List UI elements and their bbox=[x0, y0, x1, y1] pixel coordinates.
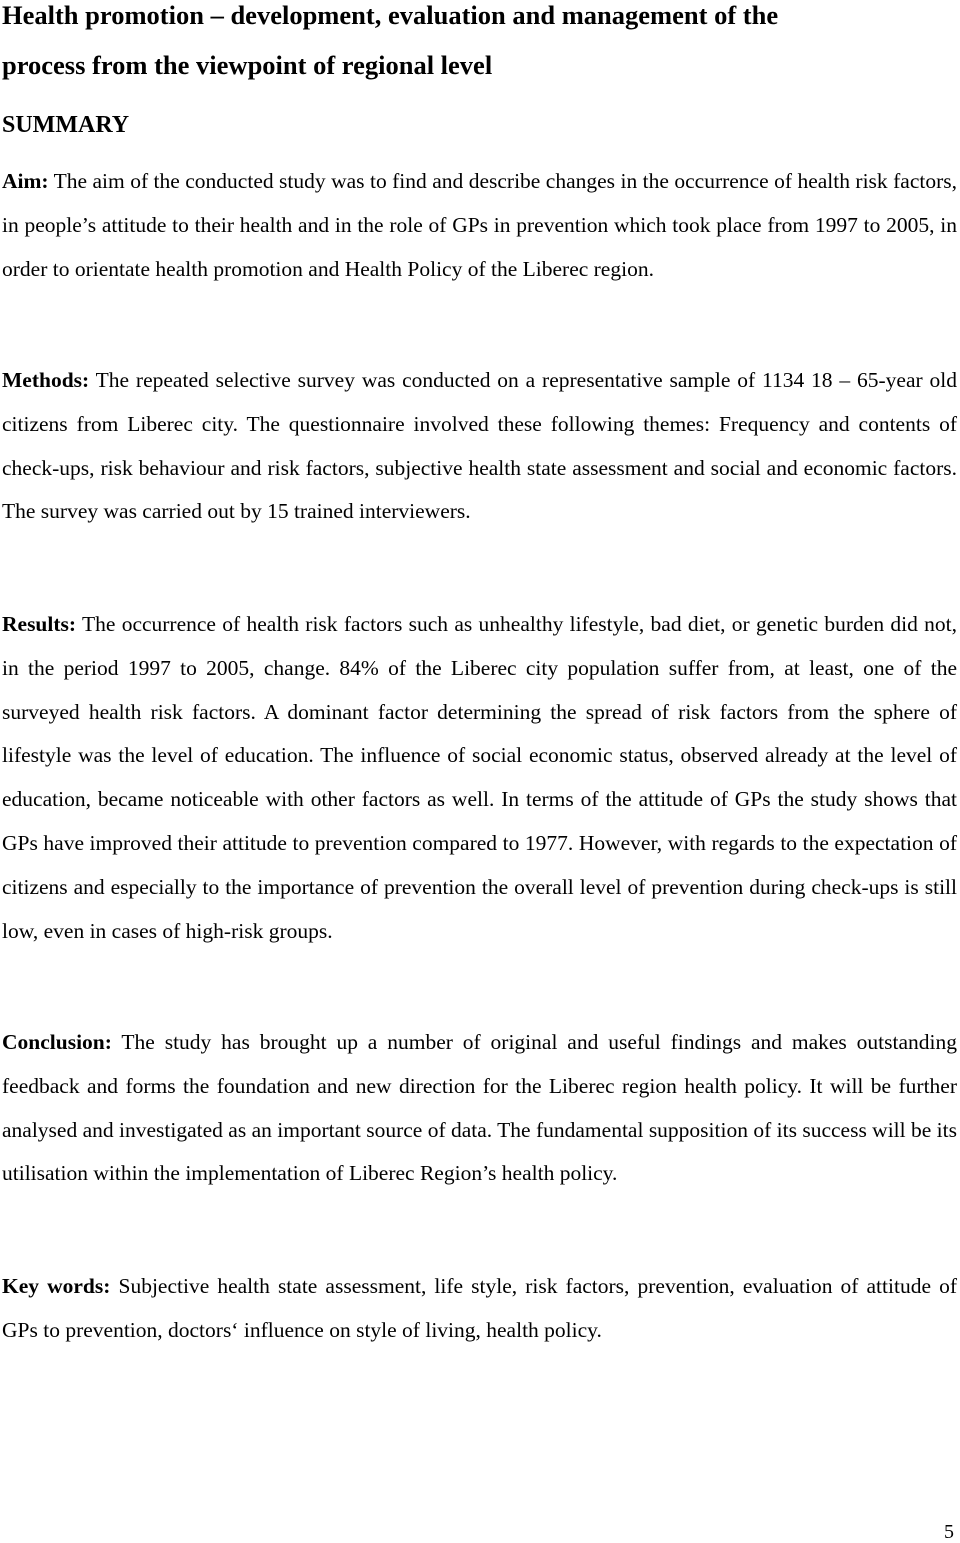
aim-paragraph bbox=[2, 160, 957, 291]
keywords-paragraph bbox=[2, 1265, 957, 1353]
aim-text: The aim of the conducted study was to find and describe changes in the occurrence of health risk factors, in people’s attitude to their health and in the role of GPs in prevention which took place from 1997 to 2005, in order to orientate health promotion and Health Policy of the Liberec region. bbox=[2, 169, 957, 281]
keywords-text: Subjective health state assessment, life style, risk factors, prevention, evaluation of attitude of GPs to prevention, doctors‘ influence on style of living, health policy. bbox=[2, 1274, 957, 1342]
methods-label: Methods: bbox=[2, 368, 90, 392]
summary-heading: SUMMARY bbox=[2, 112, 130, 138]
conclusion-text: The study has brought up a number of original and useful findings and makes outstanding feedback and forms the foundation and new direction for the Liberec region health policy. It will be further analysed and investigated as an important source of data. The fundamental supposition of its success will be its utilisation within the implementation of Liberec Region’s health policy. bbox=[2, 1030, 957, 1186]
document-page bbox=[2, 0, 957, 1342]
results-label: Results: bbox=[2, 612, 77, 636]
page-number: 5 bbox=[944, 1521, 954, 1543]
conclusion-label: Conclusion: bbox=[2, 1030, 112, 1054]
methods-text: The repeated selective survey was conducted on a representative sample of 1134 18 – 65-year old citizens from Liberec city. The questionnaire involved these following themes: Frequency and contents of check-ups, risk behaviour and risk factors, subjective health state assessment and social and economic factors. The survey was carried out by 15 trained interviewers. bbox=[2, 368, 957, 524]
results-paragraph bbox=[2, 603, 957, 953]
document-title bbox=[2, 0, 957, 90]
methods-paragraph bbox=[2, 359, 957, 534]
aim-label: Aim: bbox=[2, 169, 49, 193]
keywords-label: Key words: bbox=[2, 1274, 111, 1298]
conclusion-paragraph bbox=[2, 1021, 957, 1196]
title-line-2: process from the viewpoint of regional level bbox=[2, 50, 493, 80]
title-line-1: Health promotion – development, evaluation and management of the bbox=[2, 0, 779, 30]
results-text: The occurrence of health risk factors such as unhealthy lifestyle, bad diet, or genetic burden did not, in the period 1997 to 2005, change. 84% of the Liberec city population suffer from, at least, one of the surveyed health risk factors. A dominant factor determining the spread of risk factors from the sphere of lifestyle was the level of education. The influence of social economic status, observed already at the level of education, became noticeable with other factors as well. In terms of the attitude of GPs the study shows that GPs have improved their attitude to prevention compared to 1977. However, with regards to the expectation of citizens and especially to the importance of prevention the overall level of prevention during check-ups is still low, even in cases of high-risk groups. bbox=[2, 612, 957, 943]
